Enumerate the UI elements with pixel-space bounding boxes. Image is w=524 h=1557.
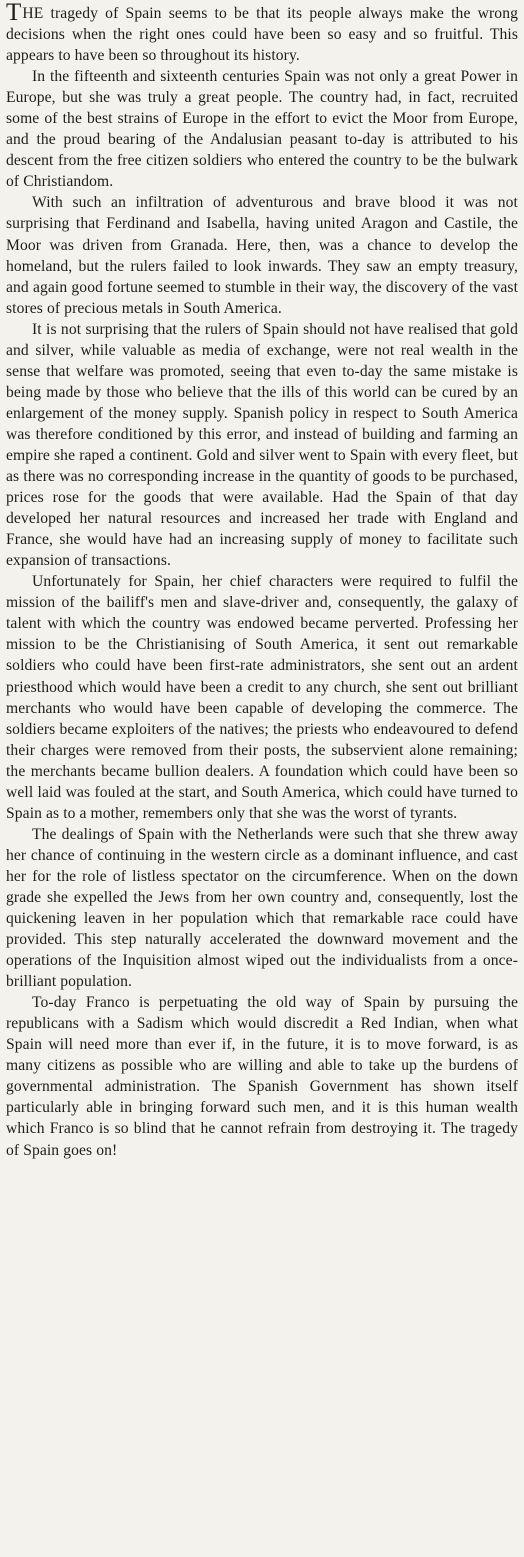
paragraph-text: HE tragedy of Spain seems to be that its people always make the wrong decisions when the right ones could have been so easy and so fruitful. This appears to have been so throughout its history. [6,5,518,65]
article-paragraph-4: It is not surprising that the rulers of Spain should not have realised that gold and silver, while valuable as media of exchange, were not real wealth in the sense that welfare was promoted, seeing that even to-day the same mistake is being made by those who believe that the ills of this world can be cured by an enlargement of the money supply. Spanish policy in respect to South America was therefore conditioned by this error, and instead of building and farming an empire she raped a continent. Gold and silver went to Spain with every fleet, but as there was no corresponding increase in the quantity of goods to be purchased, prices rose for the goods that were available. Had the Spain of that day developed her natural resources and increased her trade with England and France, she would have had an increasing supply of money to facilitate such expansion of transactions. [6,320,518,570]
article-paragraph-7: To-day Franco is perpetuating the old way of Spain by pursuing the republicans with a Sadism which would discredit a Red Indian, when what Spain will need more than ever if, in the future, it is to move forward, is as many citizens as possible who are willing and able to take up the burdens of governmental administration. The Spanish Government has shown itself particularly able in bringing forward such men, and it is this human wealth which Franco is so blind that he cannot refrain from destroying it. The tragedy of Spain goes on! [6,994,518,1159]
article-paragraph-5: Unfortunately for Spain, her chief characters were required to fulfil the mission of the bailiff's men and slave-driver and, consequently, the galaxy of talent with which the country was endowed became perverted. Professing her mission to be the Christianising of South America, it sent out remarkable soldiers who could have been first-rate administrators, she sent out an ardent priesthood which would have been a credit to any church, she sent out brilliant merchants who would have been capable of developing the commerce. The soldiers became exploiters of the natives; the priests who endeavoured to defend their charges were removed from their posts, the subservient alone remaining; the merchants became bullion dealers. A foundation which could have been so well laid was fouled at the start, and South America, which could have turned to Spain as to a mother, remembers only that she was the worst of tyrants. [6,573,518,822]
article-paragraph-2: In the fifteenth and sixteenth centuries Spain was not only a great Power in Europe, but she was truly a great people. The country had, in fact, recruited some of the best strains of Europe in the effort to evict the Moor from Europe, and the proud bearing of the Andalusian peasant to-day is attributed to his descent from the free citizen soldiers who entered the country to be the bulwark of Christiandom. [6,68,518,191]
article-paragraph-3: With such an infiltration of adventurous and brave blood it was not surprising that Ferdinand and Isabella, having united Aragon and Castile, the Moor was driven from Granada. Here, then, was a chance to develop the homeland, but the rulers failed to look inwards. They saw an empty treasury, and again good fortune seemed to stumble in their way, the discovery of the vast stores of precious metals in South America. [6,194,518,317]
article-paragraph-1 [6,2,518,66]
article-paragraph-6: The dealings of Spain with the Netherlands were such that she threw away her chance of continuing in the western circle as a dominant influence, and cast her for the role of listless spectator on the circumference. When on the down grade she expelled the Jews from her own country and, consequently, lost the quickening leaven in her population which that remarkable race could have provided. This step naturally accelerated the downward movement and the operations of the Inquisition almost wiped out the individualists from a once-brilliant population. [6,825,518,991]
drop-cap-initial: T [6,0,22,26]
